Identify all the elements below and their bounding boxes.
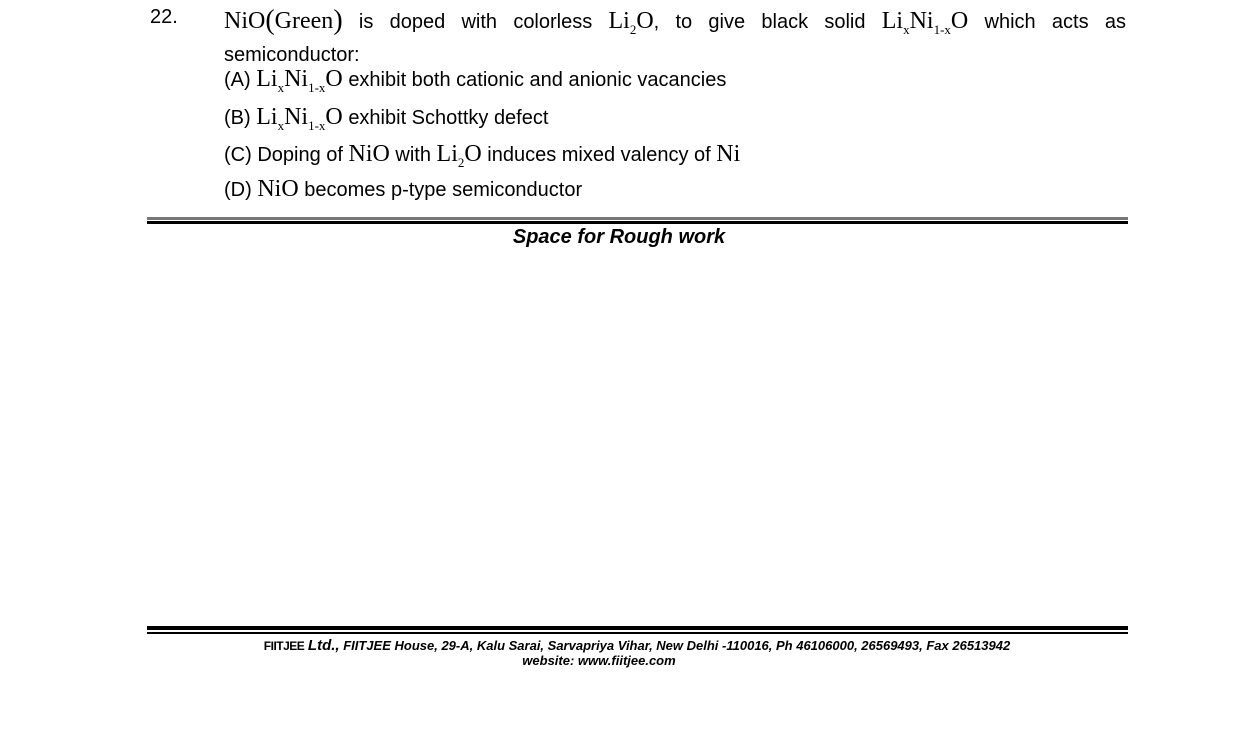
option-a [224, 66, 726, 93]
formula-li2o: $Li_2O$ [608, 8, 654, 37]
option-a-text: exhibit both cationic and anionic vacancies [348, 69, 727, 91]
stem-text-2: , to give black solid [653, 11, 866, 33]
stem-text-3: which acts as semiconductor: [224, 11, 1126, 66]
rough-work-heading: Space for Rough work [512, 226, 726, 248]
option-d-text: becomes p-type semiconductor [304, 179, 583, 201]
formula-ni: Ni [716, 141, 741, 167]
footer-address-line [0, 637, 1238, 654]
formula-lixni1-xo: $Li_xNi_{1-x}O$ [881, 8, 969, 37]
formula-nio: NiO [257, 176, 299, 202]
close-paren: ) [333, 5, 343, 36]
formula-nio: NiO [348, 141, 390, 167]
question-number: 22. [150, 6, 178, 28]
option-d [224, 176, 582, 203]
footer-website: website: www.fiitjee.com [522, 653, 676, 668]
option-c-with: with [395, 144, 431, 166]
question-stem [224, 3, 1126, 72]
footer-divider-thick [147, 626, 1128, 630]
option-c [224, 141, 740, 168]
option-b [224, 104, 548, 131]
option-b-text: exhibit Schottky defect [348, 107, 549, 129]
formula-li2o: $Li_2O$ [436, 141, 482, 170]
footer-divider-thin [147, 632, 1128, 634]
footer-brand: FIITJEE [263, 639, 305, 653]
label-green: Green [274, 8, 334, 34]
stem-text-1: is doped with colorless [358, 11, 593, 33]
formula-lixni1-xo: $Li_xNi_{1-x}O$ [256, 66, 343, 95]
footer-ltd: Ltd., [307, 637, 340, 654]
divider-top-shadow [147, 217, 1128, 220]
option-b-label: (B) [224, 107, 251, 129]
formula-lixni1-xo: $Li_xNi_{1-x}O$ [256, 104, 343, 133]
footer-address: FIITJEE House, 29-A, Kalu Sarai, Sarvapriya Vihar, New Delhi -110016, Ph 46106000, 26569493, Fax 26513942 [343, 638, 1011, 653]
option-d-label: (D) [224, 179, 252, 201]
option-c-text: induces mixed valency of [487, 144, 711, 166]
open-paren: ( [265, 5, 275, 36]
divider-top [147, 221, 1128, 224]
option-c-label: (C) Doping of [224, 144, 343, 166]
option-a-label: (A) [224, 69, 251, 91]
formula-nio: NiO [224, 8, 266, 34]
